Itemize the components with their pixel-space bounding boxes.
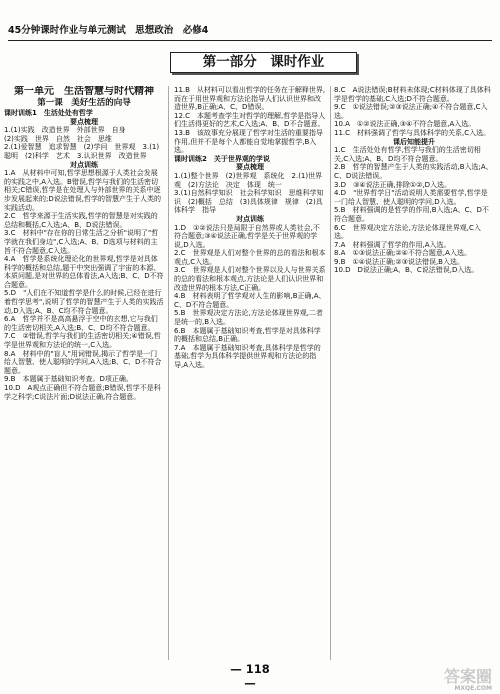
answer-item: 8.A 材料中的"盲人"用词错误,揭示了哲学是一门给人智慧、使人聪明的学问,A入选;B、C、D不符合题意。 bbox=[4, 349, 162, 375]
answer-item: 2.B 哲学的智慧产生于人类的实践活动,B入选;A、C、D说法错误。 bbox=[334, 163, 493, 180]
answer-item: 5.B 材料强调的是哲学的作用,B入选;A、C、D不符合题意。 bbox=[334, 206, 489, 223]
answer-item: 4.D "世界哲学日"活动说明人类需要哲学,哲学是一门给人智慧、使人聪明的学问,D入选。 bbox=[334, 189, 488, 206]
answer-item: 1.C 生活处处有哲学,哲学与我们的生活密切相关,C入选;A、B、D均不符合题意。 bbox=[334, 146, 481, 163]
answer-item: 3.(1)自然科学知识 社会科学知识 思维科学知识 (2)概括 总结 (3)具体规律 规律 (2)具体科学 指导 bbox=[174, 189, 324, 215]
drill-title: 课时训练2 关于世界观的学说 bbox=[174, 154, 270, 163]
answer-list bbox=[174, 172, 326, 215]
answer-item: 9.C ①说法错误;②③说法正确;④不符合题意,C入选。 bbox=[334, 103, 488, 120]
answer-item: 10.D A观点正确但不符合题意;B错误,哲学不是科学之科学;C说法片面;D说法正确,符合题意。 bbox=[4, 384, 161, 401]
running-header: 45分钟课时作业与单元测试 思想政治 必修4 bbox=[8, 25, 209, 36]
answer-item: 4.B 材料表明了哲学观对人生的影响,B正确,A、C、D不符合题意。 bbox=[174, 292, 326, 309]
answer-list bbox=[174, 86, 326, 155]
answer-item: 8.A ①③说法正确;②④不符合题意,A入选。 bbox=[334, 249, 471, 258]
answer-item: 3.C 材料中"存在你的日常生活之分析"说明了"哲学就在我们身边",C入选;A、B、D选项与材料的主旨不符合题意,C入选。 bbox=[4, 229, 159, 255]
answer-item: 7.C ②错误,哲学与我们的生活密切相关;④错误,哲学是世界观和方法论的统一,C入选。 bbox=[4, 332, 161, 350]
answer-item: 5.B 世界观决定方法论,方法论体现世界观,二者是统一的,B入选。 bbox=[174, 309, 323, 327]
page-number: — 118 — bbox=[230, 662, 270, 690]
answer-list bbox=[4, 126, 164, 160]
watermark-logo: 答案圈 MXQE.COM bbox=[443, 667, 492, 692]
answer-item: 7.A 本题属于基础知识考查,具体科学是哲学的基础,哲学为具体科学提供世界观和方法论的指导,A入选。 bbox=[174, 343, 321, 369]
column-middle bbox=[174, 86, 326, 660]
answer-item: 2.(1)爱智慧 追求智慧 (2)学问 世界观 3.(1)聪明 (2)科学 艺术 3.认识世界 改造世界 bbox=[4, 143, 160, 160]
answer-list bbox=[4, 169, 164, 401]
answer-item: 3.C 世界观是人们对整个世界以及人与世界关系的总的看法和根本观点,方法论是人们认识世界和改造世界的根本方法,C正确。 bbox=[174, 266, 326, 292]
answer-item: (2)实践 世界 自然 社会 思维 bbox=[4, 134, 112, 143]
answer-item: 8.C A说法错误;B材料未体现;C材料体现了具体科学是哲学的基础,C入选;D不符合题意。 bbox=[334, 86, 491, 103]
section-heading: 要点梳理 bbox=[70, 117, 98, 126]
answer-item: 11.C 材料强调了哲学与具体科学的关系,C入选。 bbox=[334, 128, 491, 137]
answer-item: 10.D D说法正确;A、B、C说法错误,D入选。 bbox=[334, 266, 479, 275]
answer-item: 1.(1)实践 改造世界 外部世界 自身 bbox=[4, 126, 126, 135]
section-heading: 对点训练 bbox=[70, 160, 98, 169]
drill-title: 课时训练1 生活处处有哲学 bbox=[4, 109, 93, 117]
header-rule bbox=[8, 40, 492, 41]
answer-item: 9.B ①④说法正确;②③说法错误,B入选。 bbox=[334, 257, 464, 266]
answer-list bbox=[334, 86, 494, 138]
answer-item: 1.A 从材料中可知,哲学思想根源于人类社会发展的实践之中,A入选。B错误,哲学与我们的生活密切相关;C错误,哲学是在处理人与外部世界的关系中逐步发展起来的;D说法错误,哲学的智慧产生于人类的实践活动。 bbox=[4, 169, 161, 212]
answer-item: 13.B 该故事充分展现了哲学对生活的重要指导作用,但并不是每个人都能自觉地掌握哲学,B入选。 bbox=[174, 128, 323, 155]
section-heading: 要点梳理 bbox=[236, 163, 264, 172]
column-divider bbox=[168, 86, 169, 660]
column-divider bbox=[330, 86, 331, 660]
answer-item: 10.A ①②说法正确,③④不符合题意,A入选。 bbox=[334, 120, 476, 129]
answer-item: 6.C 世界观决定方法论,方法论体现世界观,C入选。 bbox=[334, 223, 481, 241]
answer-item: 2.C 世界观是人们对整个世界的总的看法和根本观点,C入选。 bbox=[174, 249, 326, 266]
answer-item: 11.B 从材料可以看出哲学的任务在于解释世界,而在于用世界观和方法论指导人们认识世界和改造世界,B正确;A、C、D错误。 bbox=[174, 86, 326, 112]
answer-list bbox=[174, 224, 326, 370]
answer-item: 6.A 哲学并不是高高悬浮于空中的玄想,它与我们的生活密切相关,A入选;B、C、D均不符合题意。 bbox=[4, 315, 158, 332]
answer-item: 1.(1)整个世界 (2)世界观 系统化 2.(1)世界观 (2)方法论 决定 体现 统一 bbox=[174, 171, 323, 189]
answer-item: 3.D ③④说法正确,排除①②,D入选。 bbox=[334, 180, 452, 189]
answer-item: 9.B 本题属于基础知识考查。D项正确。 bbox=[4, 375, 133, 384]
answer-list bbox=[334, 146, 494, 275]
answer-item: 4.A 哲学是系统化理论化的世界观,哲学是对具体科学的概括和总结,题干中突出强调了宇宙的本源、本质问题,是对世界的总体看法,A入选;B、C、D不符合题意。 bbox=[4, 255, 164, 289]
answer-item: 12.C 本题考查学生对哲学的理解,哲学是指导人们生活得更好的艺术,C入选;A、B、D不合题意。 bbox=[174, 111, 326, 129]
column-left bbox=[4, 86, 164, 660]
column-right bbox=[334, 86, 494, 660]
answer-item: 6.B 本题属于基础知识考查,哲学是对具体科学的概括和总结,B正确。 bbox=[174, 326, 321, 344]
answer-item: 2.C 哲学来源于生活实践,哲学的智慧是对实践的总结和概括,C入选;A、B、D说法错误。 bbox=[4, 212, 158, 229]
section-heading: 课后知能提升 bbox=[393, 137, 435, 146]
lesson-title: 第一课 美好生活的向导 bbox=[37, 98, 131, 108]
part-banner: 第一部分 课时作业 bbox=[170, 52, 357, 73]
answer-item: 5.D "人们在不知道哲学是什么的时候,已经在进行着哲学思考",说明了哲学的智慧产生于人类的实践活动,D入选;A、B、C均不符合题意。 bbox=[4, 289, 164, 315]
answer-item: 7.A 材料强调了哲学的作用,A入选。 bbox=[334, 240, 451, 249]
section-heading: 对点训练 bbox=[236, 214, 264, 223]
answer-item: 1.D ①②说法只是局限于自然界或人类社会,不符合题意;③④说法正确,哲学是关于世界观的学说,D入选。 bbox=[174, 223, 320, 249]
unit-title: 第一单元 生活智慧与时代精神 bbox=[14, 86, 154, 97]
